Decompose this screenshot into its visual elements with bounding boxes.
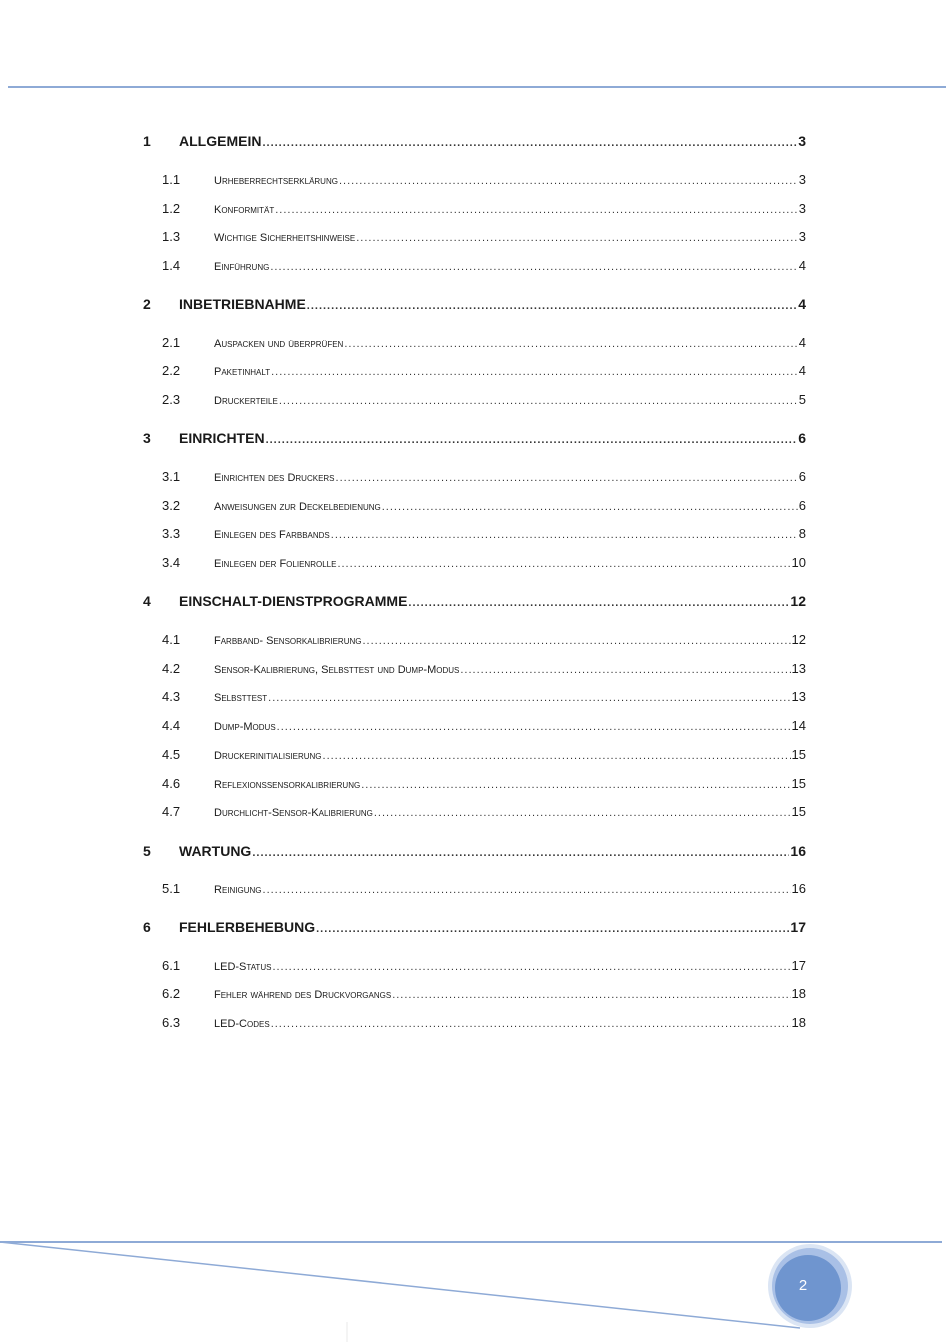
toc-page-number[interactable]: 16: [791, 881, 806, 896]
toc-section-row[interactable]: [143, 392, 806, 412]
toc-chapter-row[interactable]: [143, 430, 806, 450]
toc-title[interactable]: LED-Codes: [214, 1018, 270, 1030]
toc-section-row[interactable]: [143, 958, 806, 978]
toc-page-number[interactable]: 4: [798, 335, 806, 350]
toc-chapter-row[interactable]: [143, 296, 806, 316]
toc-leader-dots: [270, 261, 797, 273]
toc-page-number[interactable]: 13: [791, 661, 806, 676]
toc-leader-dots: [252, 847, 789, 859]
toc-title[interactable]: Reflexionssensorkalibrierung: [214, 779, 361, 791]
toc-leader-dots: [361, 779, 790, 791]
toc-number: 1.2: [162, 201, 181, 216]
toc-number: 4.5: [162, 747, 181, 762]
toc-title[interactable]: Wichtige Sicherheitshinweise: [214, 232, 356, 244]
toc-title[interactable]: Druckerteile: [214, 395, 278, 407]
toc-page-number[interactable]: 3: [798, 201, 806, 216]
toc-leader-dots: [460, 664, 790, 676]
toc-title[interactable]: Einlegen des Farbbands: [214, 529, 330, 541]
toc-leader-dots: [356, 232, 798, 244]
toc-page-number[interactable]: 8: [798, 526, 806, 541]
toc-page-number[interactable]: 17: [790, 919, 806, 935]
toc-title[interactable]: Druckerinitialisierung: [214, 750, 322, 762]
toc-section-row[interactable]: [143, 986, 806, 1006]
toc-title[interactable]: FEHLERBEHEBUNG: [179, 919, 316, 935]
toc-title[interactable]: Selbsttest: [214, 692, 268, 704]
toc-title[interactable]: Fehler während des Druckvorgangs: [214, 989, 392, 1001]
toc-chapter-row[interactable]: [143, 843, 806, 863]
toc-leader-dots: [323, 750, 791, 762]
toc-number: 2.2: [162, 363, 181, 378]
toc-leader-dots: [316, 923, 789, 935]
toc-leader-dots: [279, 395, 798, 407]
toc-page-number[interactable]: 15: [791, 747, 806, 762]
toc-title[interactable]: EINRICHTEN: [179, 430, 265, 446]
toc-section-row[interactable]: [143, 498, 806, 518]
toc-number: 1.3: [162, 229, 181, 244]
toc-page-number[interactable]: 18: [791, 1015, 806, 1030]
toc-leader-dots: [263, 884, 791, 896]
toc-page-number[interactable]: 12: [791, 632, 806, 647]
toc-title[interactable]: Konformität: [214, 204, 275, 216]
toc-leader-dots: [337, 558, 790, 570]
toc-page-number[interactable]: 15: [791, 804, 806, 819]
toc-section-row[interactable]: [143, 526, 806, 546]
toc-number: 4: [143, 593, 151, 609]
toc-section-row[interactable]: [143, 804, 806, 824]
toc-title[interactable]: Einrichten des Druckers: [214, 472, 335, 484]
toc-section-row[interactable]: [143, 718, 806, 738]
toc-number: 2.1: [162, 335, 181, 350]
toc-leader-dots: [266, 434, 798, 446]
toc-leader-dots: [277, 721, 791, 733]
toc-section-row[interactable]: [143, 201, 806, 221]
toc-number: 4.4: [162, 718, 181, 733]
toc-number: 2.3: [162, 392, 181, 407]
toc-section-row[interactable]: [143, 776, 806, 796]
toc-number: 3.2: [162, 498, 181, 513]
footer-diagonal: [0, 1242, 800, 1328]
toc-page-number[interactable]: 6: [798, 430, 806, 446]
toc-leader-dots: [271, 366, 798, 378]
toc-number: 4.3: [162, 689, 181, 704]
toc-page-number[interactable]: 5: [798, 392, 806, 407]
toc-section-row[interactable]: [143, 661, 806, 681]
toc-section-row[interactable]: [143, 632, 806, 652]
toc-number: 3.3: [162, 526, 181, 541]
toc-page-number[interactable]: 17: [791, 958, 806, 973]
toc-number: 5.1: [162, 881, 181, 896]
toc-number: 4.6: [162, 776, 181, 791]
toc-title[interactable]: Auspacken und überprüfen: [214, 338, 344, 350]
toc-page-number[interactable]: 13: [791, 689, 806, 704]
toc-title[interactable]: EINSCHALT-DIENSTPROGRAMME: [179, 593, 408, 609]
toc-number: 1.1: [162, 172, 181, 187]
toc-number: 3.4: [162, 555, 181, 570]
toc-number: 3: [143, 430, 151, 446]
toc-chapter-row[interactable]: [143, 133, 806, 153]
toc-title[interactable]: Reinigung: [214, 884, 262, 896]
page-number: 2: [798, 1277, 808, 1294]
toc-title[interactable]: Anweisungen zur Deckelbedienung: [214, 501, 381, 513]
toc-page-number[interactable]: 6: [798, 498, 806, 513]
toc-section-row[interactable]: [143, 258, 806, 278]
toc-leader-dots: [307, 300, 797, 312]
toc-chapter-row[interactable]: [143, 919, 806, 939]
toc-page-number[interactable]: 4: [798, 363, 806, 378]
toc-section-row[interactable]: [143, 229, 806, 249]
toc-leader-dots: [336, 472, 798, 484]
toc-page-number[interactable]: 10: [791, 555, 806, 570]
toc-title[interactable]: LED-Status: [214, 961, 272, 973]
toc-leader-dots: [339, 175, 798, 187]
toc-title[interactable]: WARTUNG: [179, 843, 252, 859]
toc-leader-dots: [382, 501, 798, 513]
toc-section-row[interactable]: [143, 335, 806, 355]
toc-page-number[interactable]: 14: [791, 718, 806, 733]
toc-leader-dots: [272, 961, 790, 973]
toc-number: 4.7: [162, 804, 181, 819]
toc-title[interactable]: Durchlicht-Sensor-Kalibrierung: [214, 807, 373, 819]
toc-title[interactable]: Farbband- Sensorkalibrierung: [214, 635, 362, 647]
toc-chapter-row[interactable]: [143, 593, 806, 613]
toc-section-row[interactable]: [143, 555, 806, 575]
toc-leader-dots: [275, 204, 798, 216]
toc-page-number[interactable]: 4: [798, 296, 806, 312]
toc-section-row[interactable]: [143, 1015, 806, 1035]
toc-leader-dots: [331, 529, 798, 541]
toc-page-number[interactable]: 3: [798, 172, 806, 187]
toc-leader-dots: [362, 635, 790, 647]
toc-leader-dots: [344, 338, 797, 350]
toc-page-number[interactable]: 16: [790, 843, 806, 859]
toc-leader-dots: [408, 597, 789, 609]
toc-title[interactable]: Einführung: [214, 261, 270, 273]
toc-page-number[interactable]: 4: [798, 258, 806, 273]
toc-title[interactable]: Dump-Modus: [214, 721, 276, 733]
toc-page-number[interactable]: 6: [798, 469, 806, 484]
toc-title[interactable]: Einlegen der Folienrolle: [214, 558, 337, 570]
toc-leader-dots: [374, 807, 791, 819]
toc-number: 4.1: [162, 632, 181, 647]
toc-leader-dots: [271, 1018, 791, 1030]
toc-number: 1: [143, 133, 151, 149]
header-rule: [8, 86, 946, 88]
toc-leader-dots: [262, 137, 797, 149]
toc-number: 3.1: [162, 469, 181, 484]
toc-section-row[interactable]: [143, 689, 806, 709]
toc-page-number[interactable]: 3: [798, 229, 806, 244]
toc-page-number[interactable]: 15: [791, 776, 806, 791]
toc-section-row[interactable]: [143, 747, 806, 767]
toc-title[interactable]: INBETRIEBNAHME: [179, 296, 306, 312]
toc-title[interactable]: Paketinhalt: [214, 366, 271, 378]
toc-number: 1.4: [162, 258, 181, 273]
toc-page-number[interactable]: 3: [798, 133, 806, 149]
toc-section-row[interactable]: [143, 469, 806, 489]
toc-number: 4.2: [162, 661, 181, 676]
toc-section-row[interactable]: [143, 363, 806, 383]
toc-leader-dots: [392, 989, 790, 1001]
toc-page-number[interactable]: 12: [790, 593, 806, 609]
toc-number: 6: [143, 919, 151, 935]
toc-section-row[interactable]: [143, 172, 806, 192]
toc-number: 6.1: [162, 958, 181, 973]
toc-title[interactable]: Sensor-Kalibrierung, Selbsttest und Dump-Modus: [214, 664, 460, 676]
toc-title[interactable]: ALLGEMEIN: [179, 133, 262, 149]
toc-title[interactable]: Urheberrechtserklärung: [214, 175, 338, 187]
toc-number: 5: [143, 843, 151, 859]
toc-leader-dots: [268, 692, 790, 704]
toc-number: 6.2: [162, 986, 181, 1001]
toc-page-number[interactable]: 18: [791, 986, 806, 1001]
toc-number: 2: [143, 296, 151, 312]
toc-section-row[interactable]: [143, 881, 806, 901]
toc-number: 6.3: [162, 1015, 181, 1030]
